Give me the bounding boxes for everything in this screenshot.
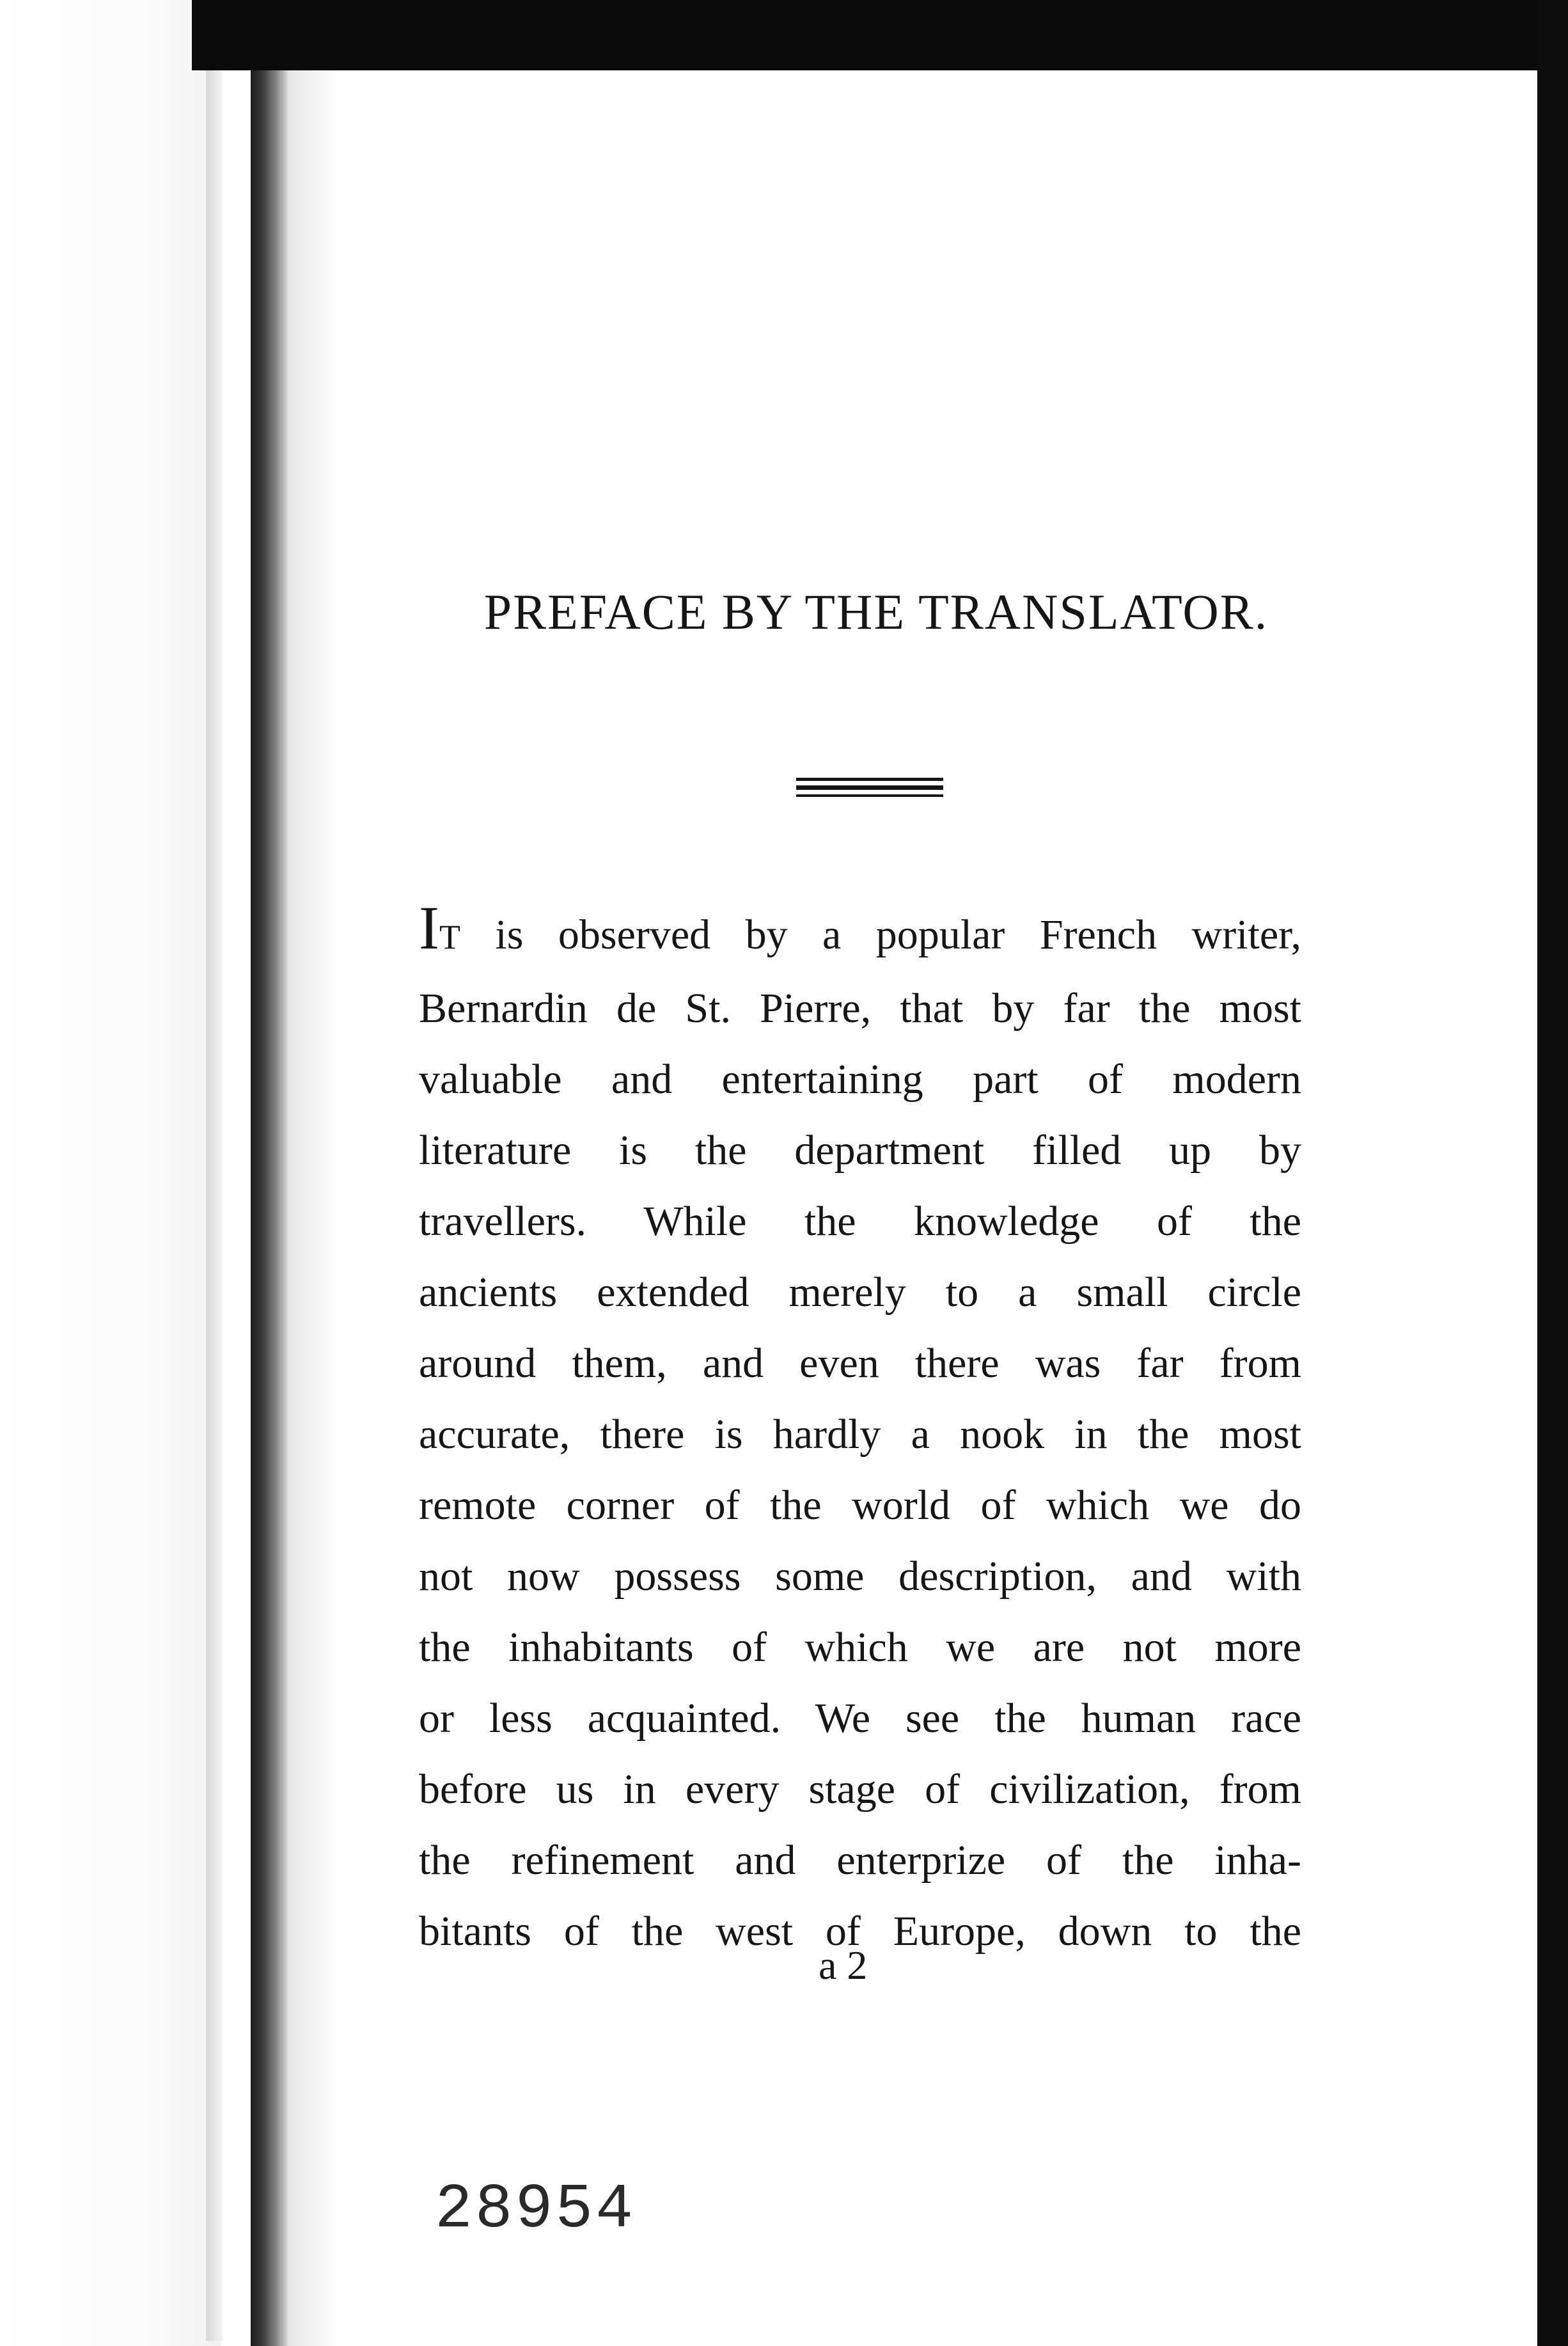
text-line: literature is the department filled up by bbox=[419, 1127, 1301, 1174]
text-line: IT is observed by a popular French writer, bbox=[419, 894, 1301, 962]
facing-page-margin bbox=[206, 38, 223, 2341]
book-page bbox=[333, 64, 1535, 2346]
facing-page-edge bbox=[0, 0, 221, 2346]
text-line: accurate, there is hardly a nook in the most bbox=[419, 1411, 1301, 1458]
text-line: or less acquainted. We see the human race bbox=[419, 1695, 1301, 1742]
scanner-top-edge bbox=[192, 0, 1568, 70]
signature-mark: a 2 bbox=[819, 1942, 868, 1988]
text-line: remote corner of the world of which we do bbox=[419, 1482, 1301, 1529]
preface-text bbox=[419, 892, 1301, 1967]
accession-number-stamp: 28954 bbox=[435, 2175, 636, 2246]
text-line: before us in every stage of civilization, from bbox=[419, 1766, 1301, 1813]
text-line: bitants of the west of Europe, down to the bbox=[419, 1908, 1301, 1955]
text-line: travellers. While the knowledge of the bbox=[419, 1198, 1301, 1245]
small-cap: T bbox=[439, 918, 460, 956]
drop-cap: I bbox=[419, 894, 439, 962]
text-line: around them, and even there was far from bbox=[419, 1340, 1301, 1387]
text-line: Bernardin de St. Pierre, that by far the most bbox=[419, 985, 1301, 1032]
scanner-right-edge bbox=[1537, 0, 1568, 2346]
title-rule-divider bbox=[796, 778, 943, 797]
binding-gutter-shadow bbox=[251, 59, 288, 2346]
text-line: ancients extended merely to a small circle bbox=[419, 1269, 1301, 1316]
gutter-fade bbox=[288, 59, 339, 2346]
page-title: PREFACE BY THE TRANSLATOR. bbox=[483, 584, 1269, 640]
text-line: not now possess some description, and with bbox=[419, 1553, 1301, 1600]
text-line: the refinement and enterprize of the inha- bbox=[419, 1837, 1301, 1884]
text-line: the inhabitants of which we are not more bbox=[419, 1624, 1301, 1671]
text-line: valuable and entertaining part of modern bbox=[419, 1056, 1301, 1103]
